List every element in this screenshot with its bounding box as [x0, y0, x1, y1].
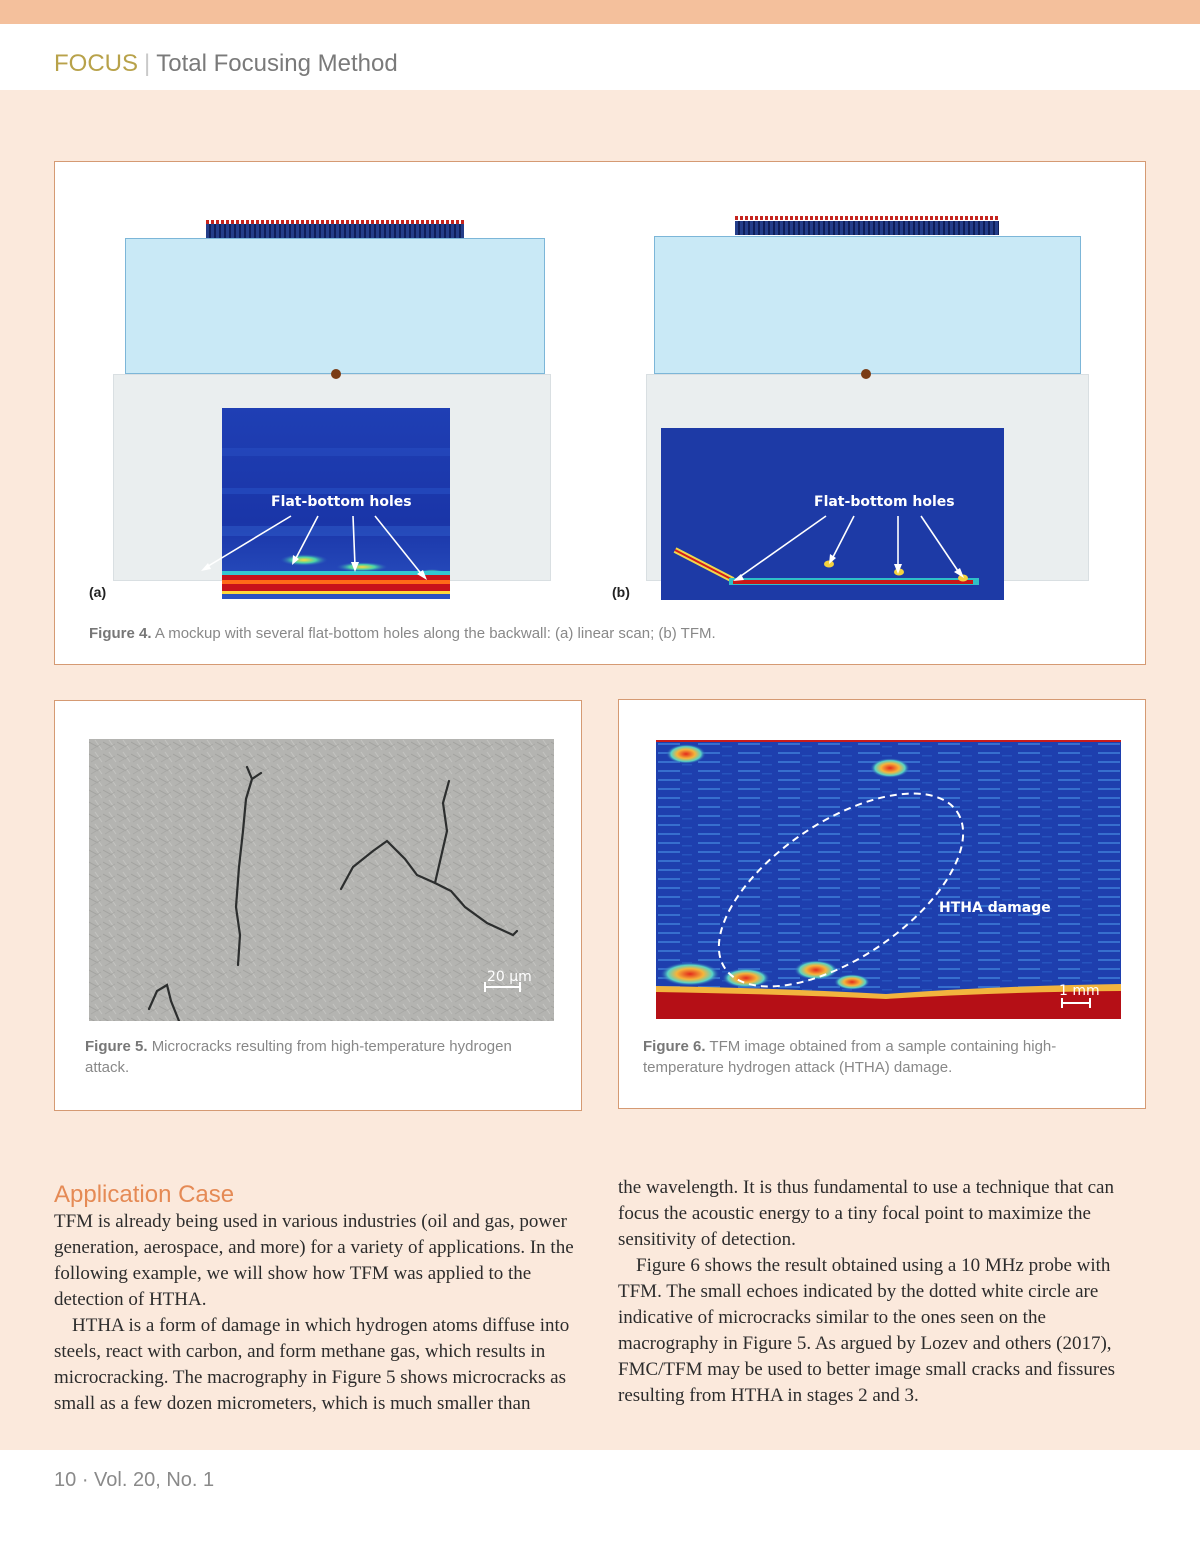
panel-a-pointers	[113, 212, 553, 612]
top-accent-bar	[0, 0, 1200, 24]
htha-damage-label: HTHA damage	[939, 900, 1051, 916]
figure-6	[618, 699, 1146, 1109]
folio	[54, 1469, 214, 1492]
article-title: Total Focusing Method	[156, 50, 398, 77]
folio-separator: ·	[81, 1469, 89, 1491]
flat-bottom-holes-label: Flat-bottom holes	[814, 494, 955, 510]
text-column-right	[618, 1175, 1146, 1409]
page-number: 10	[54, 1469, 77, 1491]
issue-info: Vol. 20, No. 1	[94, 1469, 215, 1491]
header-separator: |	[144, 50, 151, 77]
htha-tfm-image	[656, 740, 1121, 1019]
figure-4	[54, 161, 1146, 665]
page-header	[0, 24, 1200, 90]
caption-label: Figure 6.	[643, 1038, 706, 1055]
paragraph: the wavelength. It is thus fundamental to use a technique that can focus the acoustic energy to a tiny focal point to maximize the sensitivity of detection.	[618, 1177, 1114, 1250]
figure-6-caption	[643, 1036, 1123, 1078]
figure-4-panel-b	[612, 212, 1086, 612]
caption-text: TFM image obtained from a sample containing high-temperature hydrogen attack (HTHA) damage.	[643, 1038, 1057, 1076]
panel-b-pointers	[646, 212, 1086, 612]
running-head	[54, 50, 398, 78]
page-footer	[0, 1450, 1200, 1558]
scale-bar-label: 20 µm	[487, 969, 532, 985]
caption-label: Figure 5.	[85, 1038, 148, 1055]
paragraph: Figure 6 shows the result obtained using a 10 MHz probe with TFM. The small echoes indicated by the dotted white circle are indicative of microcracks similar to the ones seen on the macrography in Figure 5. As argued by Lozev and others (2017), FMC/TFM may be used to better image small cracks and fissures resulting from HTHA in stages 2 and 3.	[618, 1255, 1116, 1406]
caption-text: A mockup with several flat-bottom holes along the backwall: (a) linear scan; (b) TFM.	[154, 625, 716, 642]
figure-4-panel-a	[89, 212, 553, 612]
paragraph: HTHA is a form of damage in which hydrogen atoms diffuse into steels, react with carbon, and form methane gas, which results in microcracking. The macrography in Figure 5 shows microcracks as small as a few dozen micrometers, which is much smaller than	[54, 1315, 570, 1414]
caption-label: Figure 4.	[89, 625, 152, 642]
panel-a-label: (a)	[89, 584, 107, 600]
panel-b-label: (b)	[612, 584, 630, 600]
paragraph: TFM is already being used in various industries (oil and gas, power generation, aerospace, and more) for a variety of applications. In the following example, we will show how TFM was applied to the detection of HTHA.	[54, 1211, 574, 1310]
text-column-left	[54, 1209, 582, 1417]
flat-bottom-holes-label: Flat-bottom holes	[271, 494, 412, 510]
scale-bar-label: 1 mm	[1059, 983, 1100, 999]
microcrack-micrograph	[89, 739, 554, 1021]
figure-5-caption	[85, 1036, 555, 1078]
section-heading: Application Case	[54, 1181, 235, 1208]
caption-text: Microcracks resulting from high-temperature hydrogen attack.	[85, 1038, 512, 1076]
section-name: FOCUS	[54, 50, 138, 77]
figure-4-caption	[89, 623, 1109, 644]
figure-5	[54, 700, 582, 1111]
